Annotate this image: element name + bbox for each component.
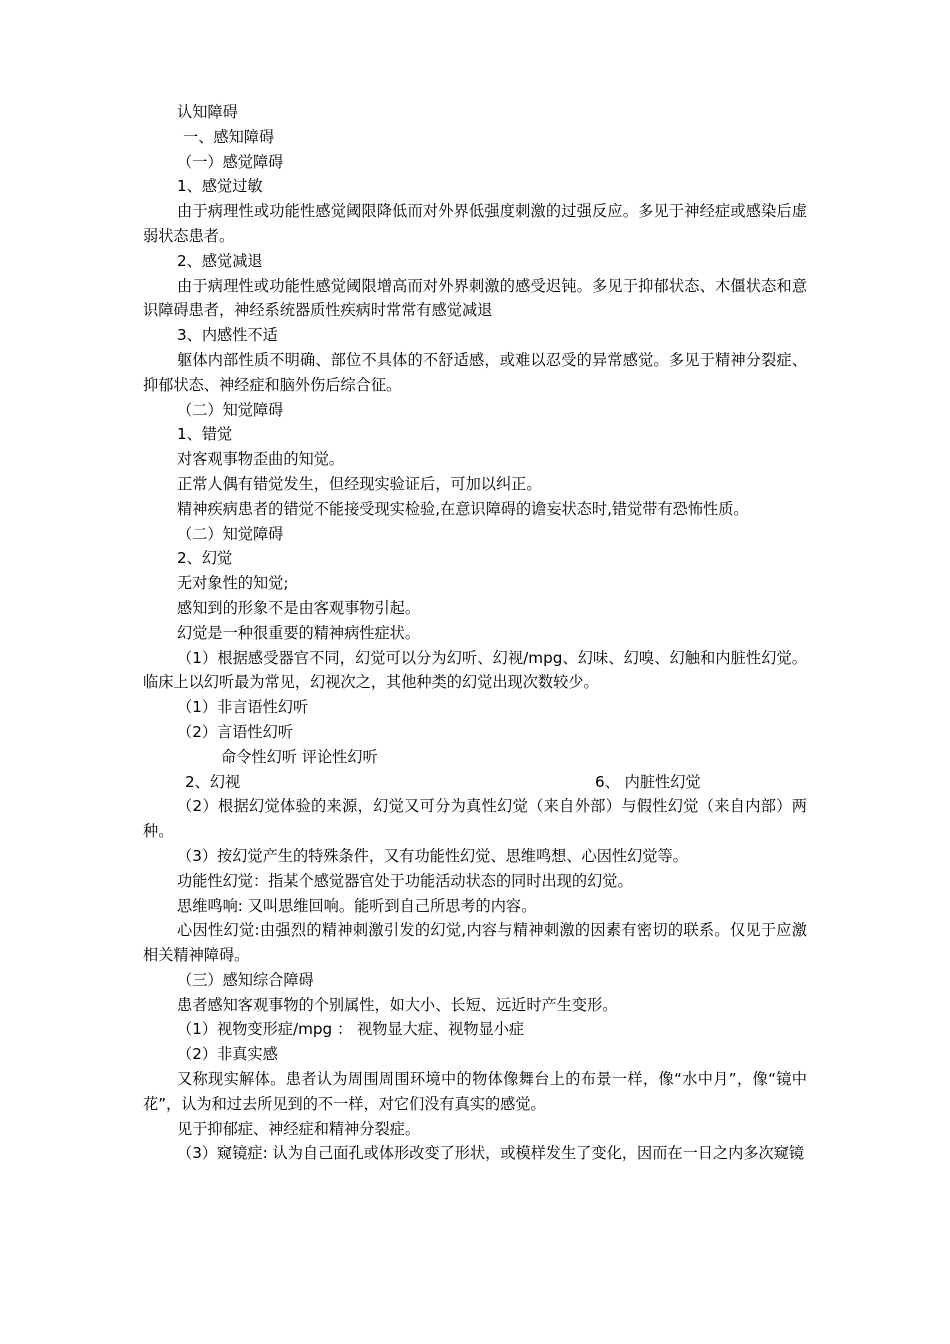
paragraph: （2）言语性幻听 [177,722,293,741]
paragraph: 一、感知障碍 [183,127,275,146]
paragraph: 患者感知客观事物的个别属性，如大小、长短、远近时产生变形。 [177,995,618,1014]
paragraph: 2、幻觉 [177,549,233,568]
paragraph-group [143,125,807,770]
paragraph: （1）根据感受器官不同，幻觉可以分为幻听、幻视/mpg、幻味、幻嗅、幻触和内脏性幻觉。临床上以幻听最为常见，幻视次之，其他种类的幻觉出现次数较少。 [143,648,807,692]
paragraph: 1、错觉 [177,425,233,444]
document-body [143,100,807,1166]
paragraph: 3、内感性不适 [177,326,278,345]
paragraph: 命令性幻听 评论性幻听 [221,747,378,766]
paragraph: 精神疾病患者的错觉不能接受现实检验,在意识障碍的谵妄状态时,错觉带有恐怖性质。 [177,499,749,518]
paragraph: （三）感知综合障碍 [177,970,314,989]
paragraph: 思维鸣响: 又叫思维回响。能听到自己所思考的内容。 [177,896,537,915]
paragraph-group [143,794,807,1166]
paragraph: 正常人偶有错觉发生，但经现实验证后，可加以纠正。 [177,474,542,493]
row-right-text: 6、 内脏性幻觉 [595,772,701,791]
paragraph: 感知到的形象不是由客观事物引起。 [177,598,420,617]
paragraph: 又称现实解体。患者认为周围周围环境中的物体像舞台上的布景一样，像“水中月”，像“镜中花”，认为和过去所见到的不一样，对它们没有真实的感觉。 [143,1070,807,1113]
paragraph: 由于病理性或功能性感觉阈限降低而对外界低强度刺激的过强反应。多见于神经症或感染后虚弱状态患者。 [143,202,807,245]
paragraph: （3）窥镜症: 认为自己面孔或体形改变了形状，或模样发生了变化，因而在一日之内多次窥镜 [177,1144,805,1163]
row-left-text: 2、幻视 [185,772,241,791]
two-column-row [143,770,807,795]
paragraph: 幻觉是一种很重要的精神病性症状。 [177,623,420,642]
paragraph: （一）感觉障碍 [177,152,284,171]
paragraph: （2）非真实感 [177,1045,278,1064]
paragraph: （1）非言语性幻听 [177,698,309,717]
paragraph: （二）知觉障碍 [177,400,284,419]
paragraph: （3）按幻觉产生的特殊条件，又有功能性幻觉、思维鸣想、心因性幻觉等。 [177,846,688,865]
paragraph: 躯体内部性质不明确、部位不具体的不舒适感，或难以忍受的异常感觉。多见于精神分裂症、抑郁状态、神经症和脑外伤后综合征。 [143,350,807,394]
paragraph: 功能性幻觉：指某个感觉器官处于功能活动状态的同时出现的幻觉。 [177,871,633,890]
paragraph: 1、感觉过敏 [177,177,263,196]
paragraph: （二）知觉障碍 [177,524,284,543]
paragraph: 对客观事物歪曲的知觉。 [177,450,345,469]
paragraph: （1）视物变形症/mpg ： 视物显大症、视物显小症 [177,1020,525,1039]
paragraph: 无对象性的知觉; [177,574,289,593]
doc-title: 认知障碍 [177,103,238,121]
paragraph: 2、感觉减退 [177,251,263,270]
paragraph: 见于抑郁症、神经症和精神分裂症。 [177,1119,420,1138]
paragraph: 心因性幻觉:由强烈的精神刺激引发的幻觉,内容与精神刺激的因素有密切的联系。仅见于应激相关精神障碍。 [143,921,807,965]
paragraph: （2）根据幻觉体验的来源，幻觉又可分为真性幻觉（来自外部）与假性幻觉（来自内部）两种。 [143,797,807,841]
paragraph: 由于病理性或功能性感觉阈限增高而对外界刺激的感受迟钝。多见于抑郁状态、木僵状态和意识障碍患者，神经系统器质性疾病时常常有感觉减退 [143,276,807,320]
